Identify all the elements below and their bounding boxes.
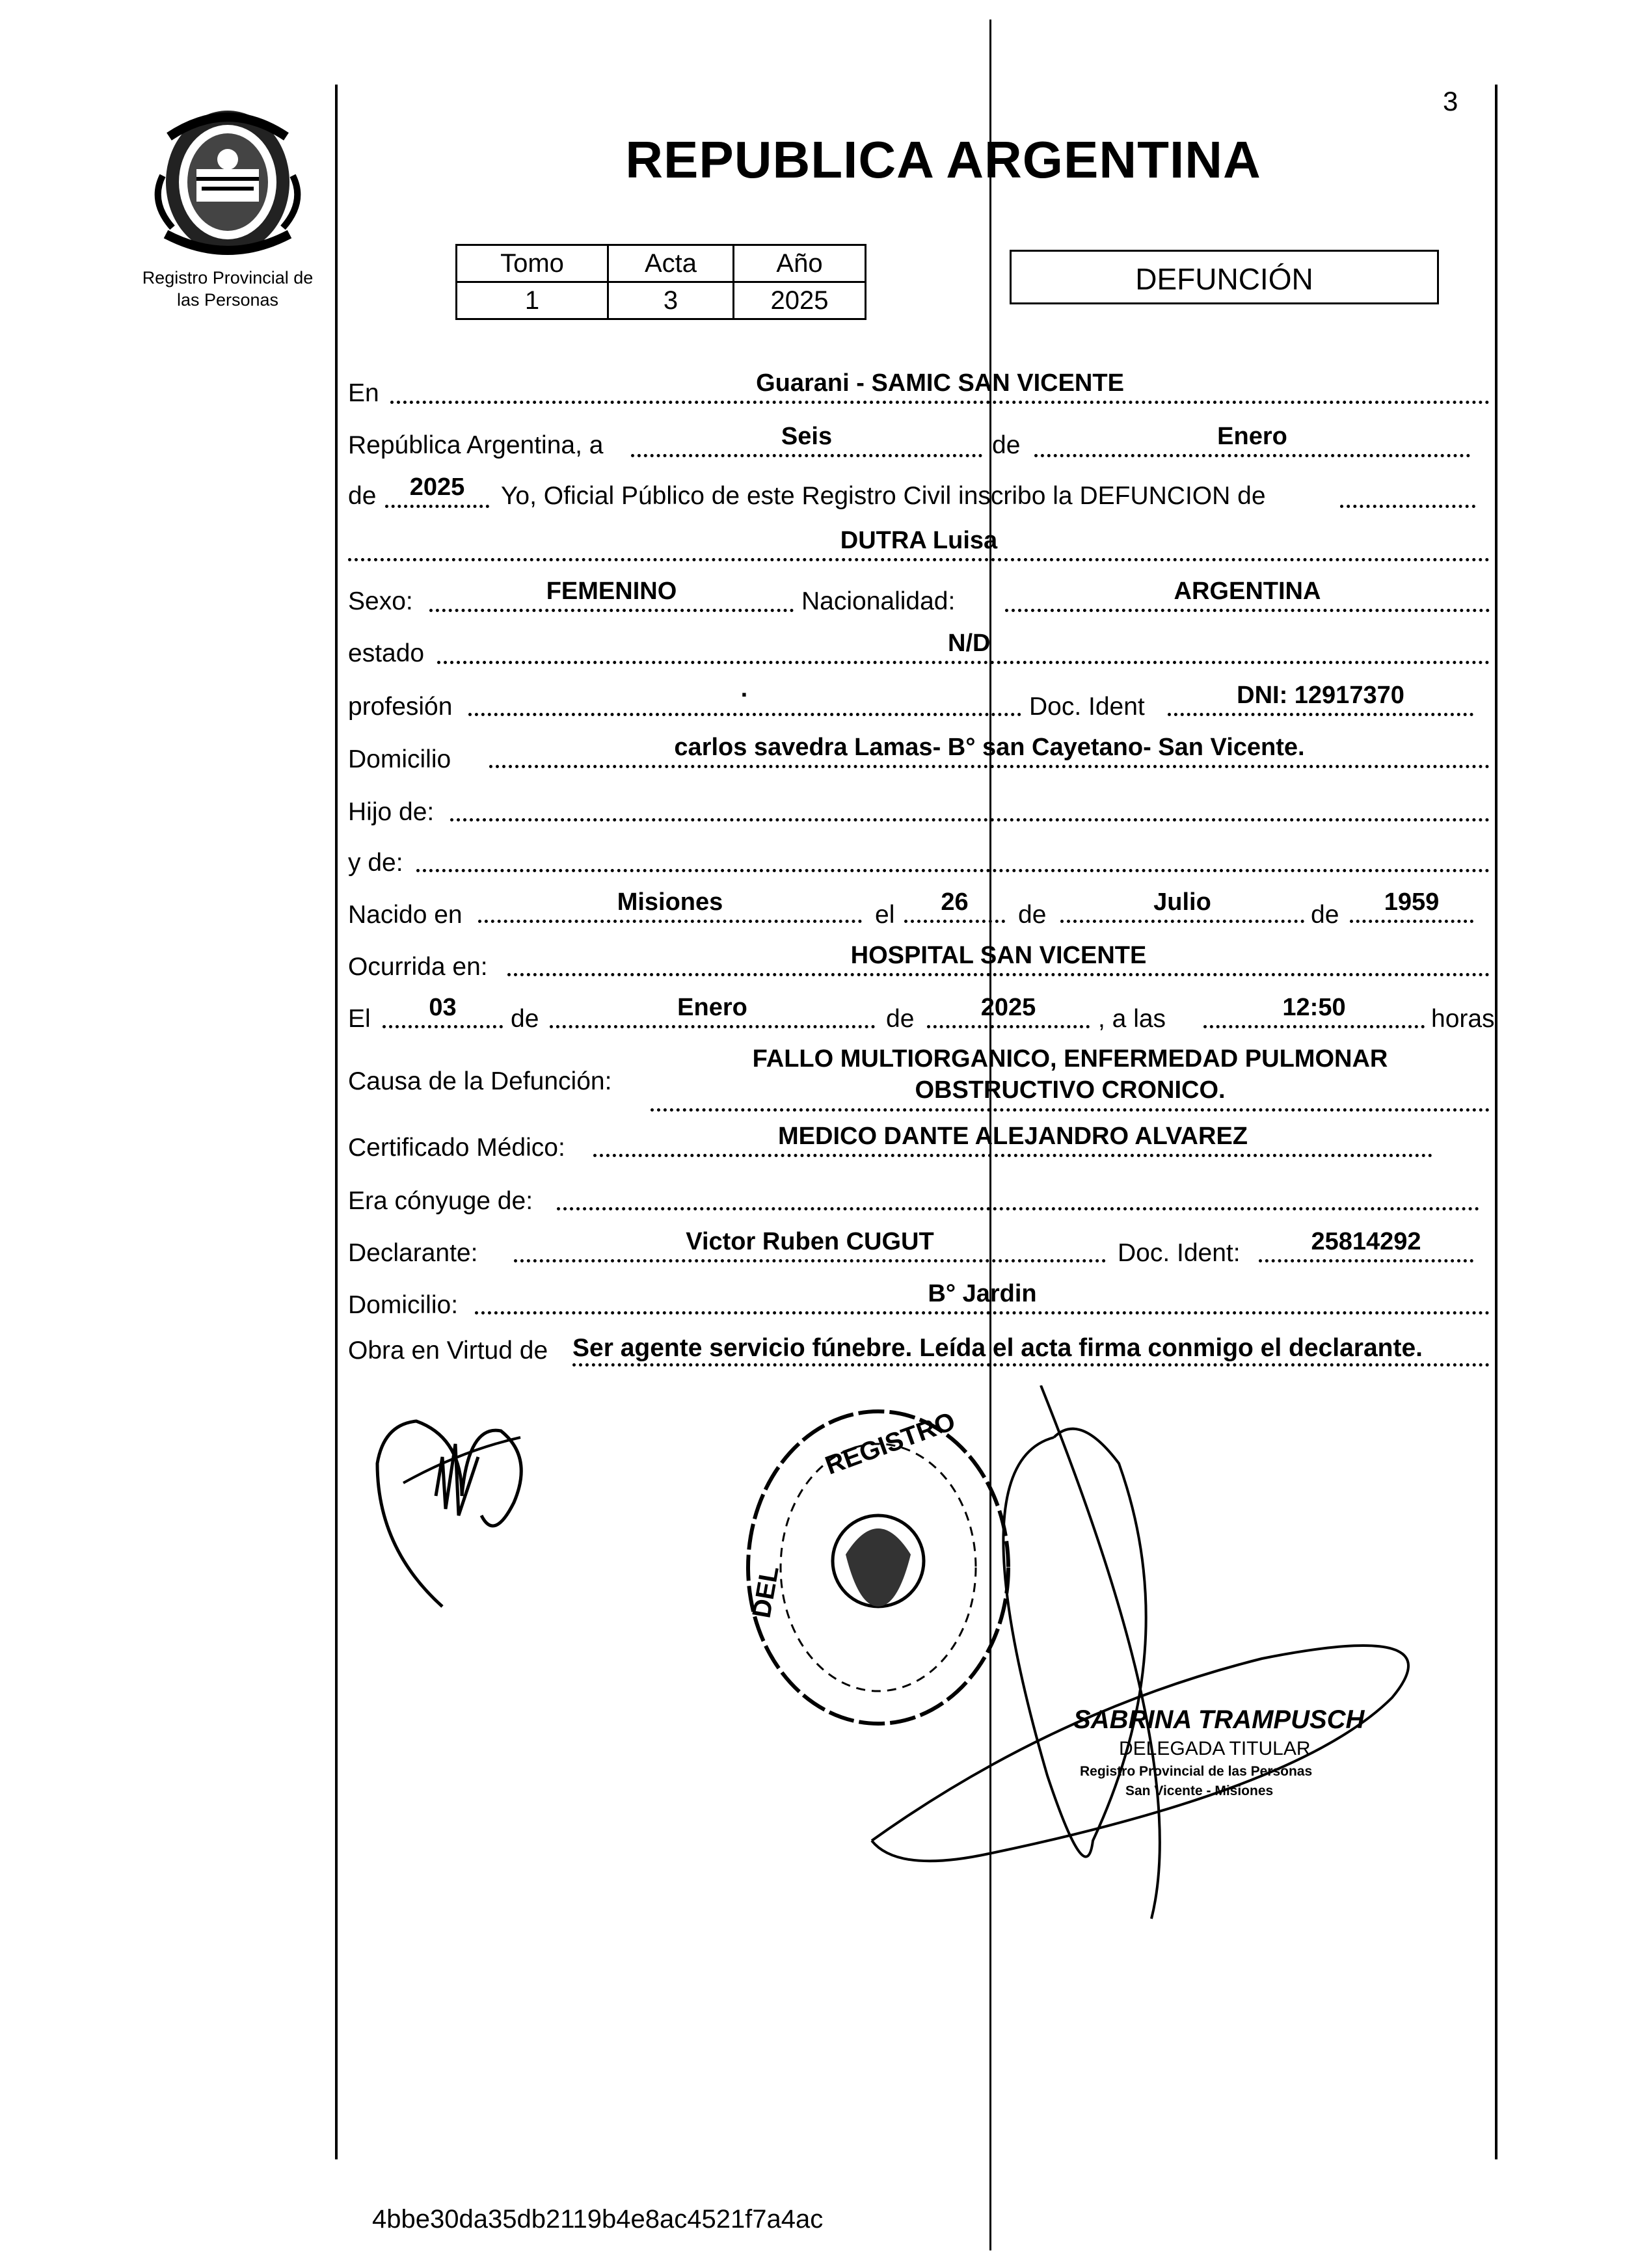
tomo-header: Tomo: [457, 245, 608, 282]
de-label: de: [1311, 901, 1339, 929]
birthplace-field: Misiones: [478, 887, 862, 923]
certificate-field: MEDICO DANTE ALEJANDRO ALVAREZ: [593, 1121, 1432, 1157]
declarant-doc-field: 25814292: [1259, 1227, 1473, 1262]
profession-field: ·: [468, 680, 1021, 716]
nacionalidad-label: Nacionalidad:: [801, 587, 956, 615]
nationality-field: ARGENTINA: [1005, 576, 1490, 612]
page-title: REPUBLICA ARGENTINA: [625, 131, 1261, 189]
left-margin-rule: [335, 85, 338, 2159]
parent-one-field: [450, 786, 1490, 821]
el-label: el: [875, 901, 895, 929]
registry-caption: [111, 267, 345, 311]
horas-label: horas: [1431, 1005, 1495, 1033]
declarant-address-field: B° Jardin: [475, 1279, 1490, 1314]
place-field: Guarani - SAMIC SAN VICENTE: [390, 368, 1490, 404]
cause-line-2: OBSTRUCTIVO CRONICO.: [915, 1076, 1226, 1104]
inscription-text: Yo, Oficial Público de este Registro Civil inscribo la DEFUNCION de: [501, 482, 1266, 510]
de-label: de: [992, 431, 1021, 459]
year-field: 2025: [385, 472, 489, 508]
el-cap-label: El: [348, 1005, 371, 1033]
registry-caption-line2: las Personas: [176, 290, 279, 310]
certificado-label: Certificado Médico:: [348, 1134, 565, 1162]
svg-text:REGISTRO: REGISTRO: [821, 1407, 960, 1480]
anio-header: Año: [734, 245, 866, 282]
cause-line-1: FALLO MULTIORGANICO, ENFERMEDAD PULMONAR: [752, 1045, 1388, 1073]
sex-field: FEMENINO: [429, 576, 794, 612]
cause-field: [651, 1043, 1490, 1112]
birth-month-field: Julio: [1060, 887, 1304, 923]
month-text-field: Enero: [1034, 421, 1470, 457]
declarante-label: Declarante:: [348, 1239, 478, 1267]
y-de-label: y de:: [348, 849, 403, 877]
civil-status-field: [437, 628, 1490, 664]
civil-status-value: N/D: [948, 630, 991, 657]
inscription-trail-field: [1340, 472, 1475, 508]
death-month-field: Enero: [550, 993, 875, 1028]
declarant-field: Victor Ruben CUGUT: [514, 1227, 1106, 1262]
obra-label: Obra en Virtud de: [348, 1337, 548, 1365]
de-label: de: [348, 482, 377, 510]
acta-header: Acta: [608, 245, 734, 282]
nacido-en-label: Nacido en: [348, 901, 463, 929]
death-year-field: 2025: [927, 993, 1090, 1028]
official-title: DELEGADA TITULAR: [1119, 1738, 1311, 1759]
a-las-label: , a las: [1098, 1005, 1166, 1033]
domicilio-label: Domicilio: [348, 745, 451, 773]
document-field: DNI: 12917370: [1168, 680, 1473, 716]
deceased-name-field: DUTRA Luisa: [348, 526, 1490, 561]
record-type-box: DEFUNCIÓN: [1010, 250, 1439, 304]
legal-basis-field: Ser agente servicio fúnebre. Leída el acta firma conmigo el declarante.: [572, 1333, 1490, 1367]
anio-value: 2025: [734, 282, 866, 319]
tomo-value: 1: [457, 282, 608, 319]
record-number-table: [455, 244, 866, 320]
spouse-field: [557, 1175, 1479, 1210]
estado-label: estado: [348, 639, 425, 667]
causa-label: Causa de la Defunción:: [348, 1067, 612, 1095]
page-number: 3: [1443, 86, 1458, 116]
official-signature-icon: [859, 1385, 1509, 1938]
acta-value: 3: [608, 282, 734, 319]
registry-caption-line1: Registro Provincial de: [142, 268, 314, 287]
de-label: de: [511, 1005, 539, 1033]
official-name: SABRINA TRAMPUSCH: [1073, 1705, 1365, 1734]
parent-two-field: [416, 836, 1490, 872]
sexo-label: Sexo:: [348, 587, 413, 615]
declarant-signature-icon: [364, 1385, 559, 1620]
conyuge-label: Era cónyuge de:: [348, 1187, 533, 1215]
profesion-label: profesión: [348, 693, 453, 721]
ocurrida-en-label: Ocurrida en:: [348, 953, 488, 981]
province-coat-of-arms-icon: [150, 98, 306, 267]
address-field: carlos savedra Lamas- B° san Cayetano- San Vicente.: [489, 732, 1490, 768]
svg-text:DEL: DEL: [747, 1564, 785, 1620]
hijo-de-label: Hijo de:: [348, 798, 435, 826]
domicilio-label-2: Domicilio:: [348, 1291, 459, 1319]
de-label: de: [1018, 901, 1047, 929]
official-org: Registro Provincial de las Personas: [1080, 1764, 1313, 1779]
death-place-field: HOSPITAL SAN VICENTE: [507, 941, 1490, 976]
day-text-field: Seis: [631, 421, 982, 457]
en-label: En: [348, 379, 379, 407]
birth-day-field: 26: [904, 887, 1005, 923]
de-label: de: [886, 1005, 915, 1033]
document-hash: 4bbe30da35db2119b4e8ac4521f7a4ac: [372, 2205, 824, 2234]
birth-year-field: 1959: [1350, 887, 1473, 923]
doc-ident-label-2: Doc. Ident:: [1118, 1239, 1241, 1267]
doc-ident-label: Doc. Ident: [1029, 693, 1145, 721]
death-day-field: 03: [383, 993, 503, 1028]
republica-label: República Argentina, a: [348, 431, 604, 459]
death-time-field: 12:50: [1203, 993, 1425, 1028]
official-place: San Vicente - Misiones: [1125, 1783, 1274, 1798]
